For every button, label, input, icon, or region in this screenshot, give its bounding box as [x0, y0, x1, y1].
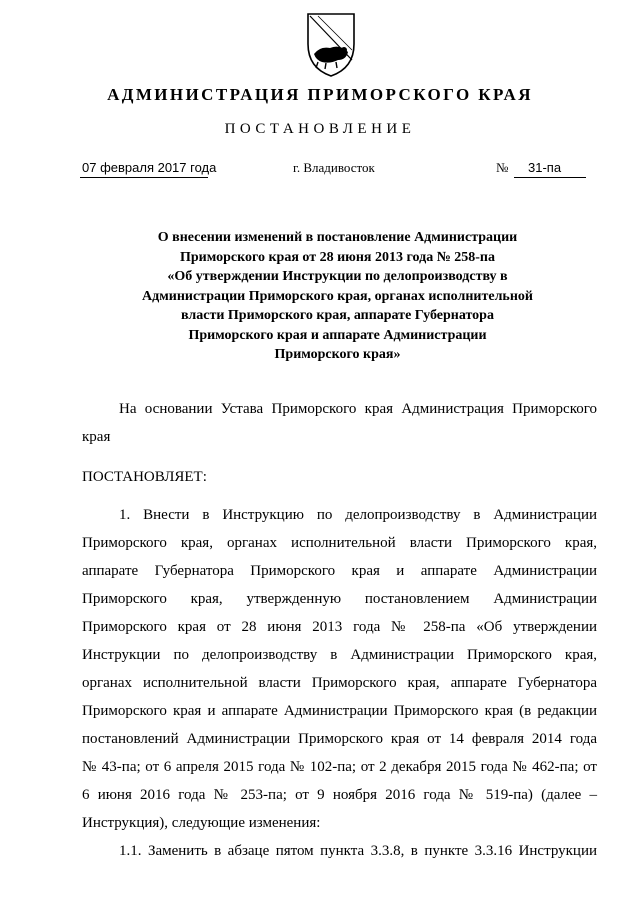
document-date: 07 февраля 2017 года	[82, 160, 217, 175]
item-1-line: Приморского края, органах исполнительной власти Приморского края,	[82, 535, 597, 551]
title-line: Приморского края от 28 июня 2013 года № 258-па	[180, 249, 495, 265]
item-1-line: Инструкции по делопроизводству в Администрации Приморского края,	[82, 647, 597, 663]
document-number: 31-па	[528, 160, 562, 175]
item-1-1-paragraph	[82, 837, 597, 865]
item-1-paragraph	[82, 501, 597, 837]
preamble-line: края	[82, 429, 111, 445]
item-1-line: Приморского края и аппарате Администрации Приморского края (в редакции	[82, 703, 597, 719]
document-type: ПОСТАНОВЛЕНИЕ	[224, 121, 416, 137]
number-sign: №	[496, 160, 509, 175]
title-line: «Об утверждении Инструкции по делопроизводству в	[167, 269, 508, 284]
item-1-line: органах исполнительной власти Приморского края, аппарате Губернатора	[82, 675, 597, 691]
preamble-paragraph	[82, 395, 597, 451]
organization-name: АДМИНИСТРАЦИЯ ПРИМОРСКОГО КРАЯ	[107, 85, 533, 104]
item-1-line: 6 июня 2016 года № 253-па; от 9 ноября 2016 года № 519-па) (далее –	[82, 787, 597, 803]
item-1-line: № 43-па; от 6 апреля 2015 года № 102-па; от 2 декабря 2015 года № 462-па; от	[82, 759, 597, 775]
item-1-line: Приморского края, утвержденную постановлением Администрации	[82, 591, 597, 607]
item-1-1-line: 1.1. Заменить в абзаце пятом пункта 3.3.8, в пункте 3.3.16 Инструкции	[119, 843, 597, 859]
item-1-line: Инструкция), следующие изменения:	[82, 815, 321, 831]
document-title	[100, 228, 575, 365]
decree-word: ПОСТАНОВЛЯЕТ:	[82, 469, 207, 485]
item-1-line: 1. Внести в Инструкцию по делопроизводству в Администрации	[119, 507, 597, 523]
title-line: О внесении изменений в постановление Администрации	[157, 230, 518, 245]
title-line: Приморского края и аппарате Администрации	[188, 327, 487, 343]
coat-of-arms-emblem	[300, 10, 362, 80]
item-1-line: Приморского края от 28 июня 2013 года № 258-па «Об утверждении	[82, 619, 597, 635]
item-1-line: аппарате Губернатора Приморского края и аппарате Администрации	[82, 563, 597, 579]
document-city: г. Владивосток	[293, 160, 375, 175]
title-line: Администрации Приморского края, органах исполнительной	[142, 288, 533, 304]
item-1-line: постановлений Администрации Приморского края от 14 февраля 2014 года	[82, 731, 597, 747]
title-line: власти Приморского края, аппарате Губернатора	[181, 308, 494, 323]
preamble-line: На основании Устава Приморского края Администрация Приморского	[119, 401, 597, 417]
title-line: Приморского края»	[274, 347, 401, 362]
number-underline	[514, 177, 586, 178]
date-underline	[80, 177, 208, 178]
